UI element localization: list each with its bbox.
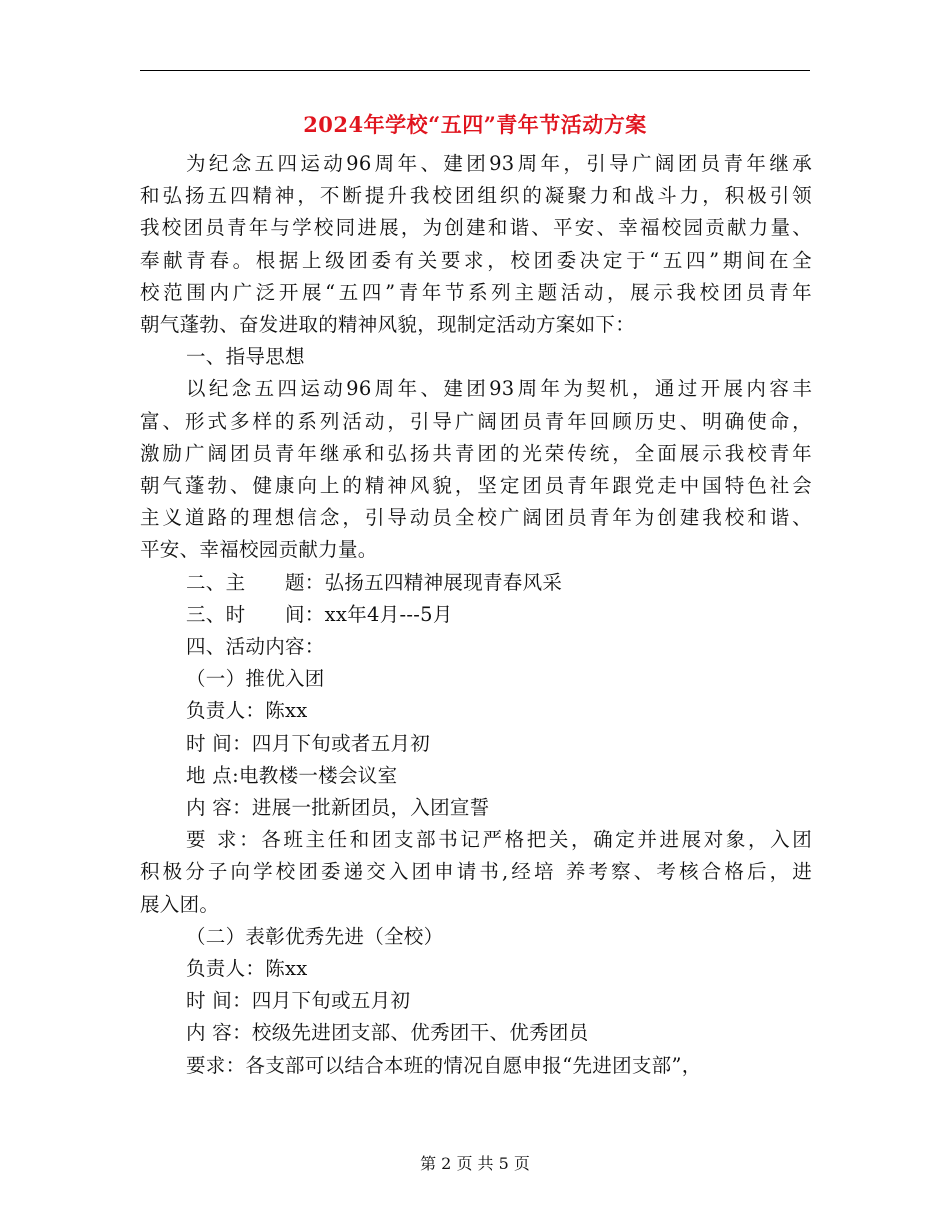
body-line: 时 间：四月下旬或五月初: [186, 989, 411, 1013]
document-title: 2024年学校“五四”青年节活动方案: [303, 112, 647, 137]
page-footer: 第 2 页 共 5 页: [420, 1154, 530, 1173]
body-line: 平安、幸福校园贡献力量。: [140, 538, 378, 562]
body-line: 负责人：陈xx: [186, 957, 308, 981]
body-line: 内 容：校级先进团支部、优秀团干、优秀团员: [186, 1021, 589, 1045]
body-line: 要求：各支部可以结合本班的情况自愿申报“先进团支部”，: [186, 1053, 702, 1077]
body-line: 校范围内广泛开展“五四”青年节系列主题活动，展示我校团员青年: [140, 280, 812, 304]
body-line: 主义道路的理想信念，引导动员全校广阔团员青年为创建我校和谐、: [140, 506, 812, 530]
body-line: 以纪念五四运动96周年、建团93周年为契机，通过开展内容丰: [186, 377, 812, 401]
body-line: 为纪念五四运动96周年、建团93周年，引导广阔团员青年继承: [186, 152, 812, 175]
body-line: 四、活动内容：: [186, 635, 325, 659]
body-line: 和弘扬五四精神，不断提升我校团组织的凝聚力和战斗力，积极引领: [140, 184, 812, 208]
body-line: （一）推优入团: [186, 667, 325, 691]
body-line: 三、时 间：xx年4月---5月: [186, 602, 453, 626]
body-line: 二、主 题：弘扬五四精神展现青春风采: [186, 570, 563, 594]
body-line: 奉献青春。根据上级团委有关要求，校团委决定于“五四”期间在全: [140, 248, 812, 272]
body-line: 我校团员青年与学校同进展，为创建和谐、平安、幸福校园贡献力量、: [140, 216, 812, 240]
header-rule: [140, 70, 810, 71]
body-line: 朝气蓬勃、健康向上的精神风貌，坚定团员青年跟党走中国特色社会: [140, 474, 812, 498]
body-line: 积极分子向学校团委递交入团申请书,经培 养考察、考核合格后，进: [140, 860, 812, 884]
body-line: 展入团。: [140, 892, 220, 916]
body-line: 内 容：进展一批新团员，入团宣誓: [186, 796, 490, 820]
body-line: 地 点:电教楼一楼会议室: [186, 763, 398, 787]
body-line: 一、指导思想: [186, 345, 305, 369]
body-line: （二）表彰优秀先进（全校）: [186, 924, 444, 948]
body-line: 激励广阔团员青年继承和弘扬共青团的光荣传统，全面展示我校青年: [140, 441, 812, 465]
body-line: 朝气蓬勃、奋发进取的精神风貌，现制定活动方案如下：: [140, 313, 636, 337]
body-line: 要 求：各班主任和团支部书记严格把关，确定并进展对象，入团: [186, 828, 812, 852]
body-line: 时 间：四月下旬或者五月初: [186, 731, 431, 755]
body-line: 富、形式多样的系列活动，引导广阔团员青年回顾历史、明确使命，: [140, 409, 812, 433]
document-body: [140, 148, 812, 1082]
body-line: 负责人：陈xx: [186, 699, 308, 723]
